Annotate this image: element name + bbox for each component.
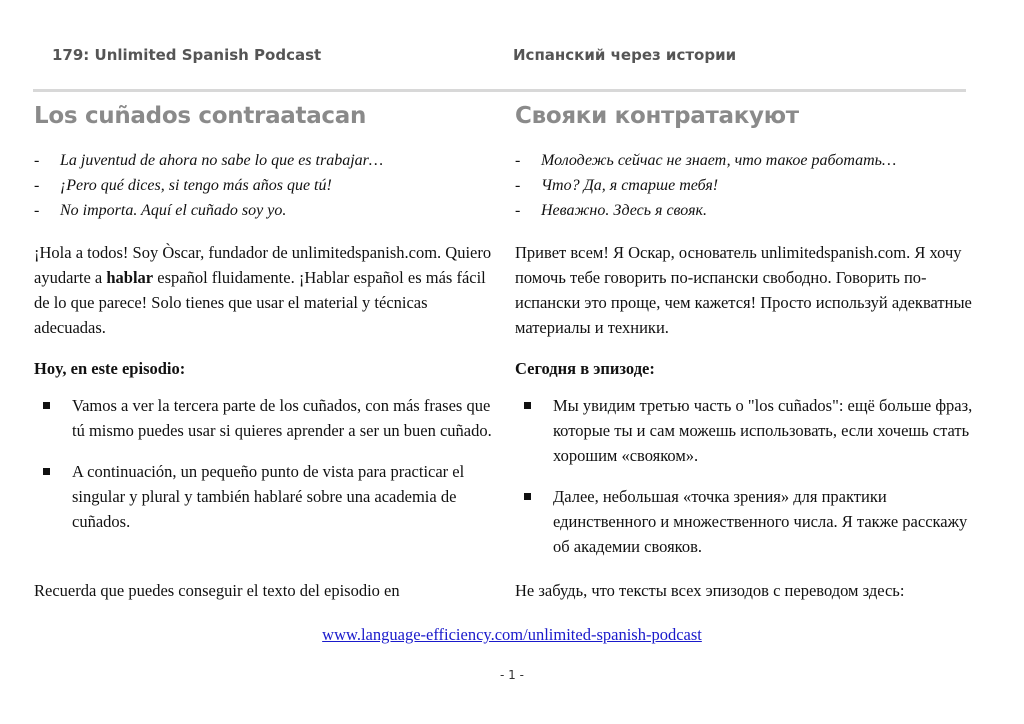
square-bullet-icon	[43, 402, 50, 409]
square-bullet-icon	[524, 493, 531, 500]
dialog-line: - No importa. Aquí el cuñado soy yo.	[34, 198, 494, 223]
square-bullet-icon	[43, 468, 50, 475]
spanish-episode-title: Los cuñados contraatacan	[34, 103, 367, 129]
dialog-line: - Неважно. Здесь я свояк.	[515, 198, 975, 223]
russian-closing-text: Не забудь, что тексты всех эпизодов с переводом здесь:	[515, 581, 905, 600]
header-podcast-title: 179: Unlimited Spanish Podcast	[52, 46, 322, 64]
bullet-item	[34, 393, 494, 443]
header-divider	[33, 89, 966, 92]
bullet-text: A continuación, un pequeño punto de vista para practicar el singular y plural y también hablaré sobre una academia de cuñados.	[72, 462, 465, 531]
bullet-text: Мы увидим третью часть о "los cuñados": ещё больше фраз, которые ты и сам можешь использовать, если хочешь стать хорошим «свояком».	[553, 396, 973, 465]
page-number: - 1 -	[500, 668, 524, 682]
russian-section-heading: Сегодня в эпизоде:	[515, 359, 655, 378]
square-bullet-icon	[524, 402, 531, 409]
russian-episode-title: Свояки контратакуют	[515, 103, 799, 129]
spanish-bullet-list	[34, 393, 494, 534]
dialog-line: - La juventud de ahora no sabe lo que es trabajar…	[34, 148, 494, 173]
podcast-website-link[interactable]: www.language-efficiency.com/unlimited-spanish-podcast	[322, 625, 702, 644]
spanish-intro	[34, 240, 494, 340]
russian-column	[515, 96, 975, 575]
russian-intro: Привет всем! Я Оскар, основатель unlimitedspanish.com. Я хочу помочь тебе говорить по-испански свободно. Говорить по-испански это проще, чем кажется! Просто используй адекватные материалы и техники.	[515, 243, 972, 337]
intro-bold-word: hablar	[106, 268, 154, 287]
spanish-dialog	[34, 148, 494, 223]
dialog-line: - Молодежь сейчас не знает, что такое работать…	[515, 148, 975, 173]
bullet-item	[515, 393, 975, 468]
dialog-line: - Что? Да, я старше тебя!	[515, 173, 975, 198]
spanish-section-heading: Hoy, en este episodio:	[34, 359, 186, 378]
russian-bullet-list	[515, 393, 975, 559]
spanish-column	[34, 96, 494, 550]
header-russian-title: Испанский через истории	[513, 46, 737, 64]
intro-text: español fluidamente. ¡Hablar español es más fácil de lo que parece! Solo tienes que usar el material y técnicas adecuadas.	[34, 268, 486, 337]
bullet-item	[515, 484, 975, 559]
bullet-item	[34, 459, 494, 534]
spanish-closing-text: Recuerda que puedes conseguir el texto del episodio en	[34, 581, 400, 600]
bullet-text: Далее, небольшая «точка зрения» для практики единственного и множественного числа. Я также расскажу об академии свояков.	[553, 487, 968, 556]
intro-text: ¡Hola a todos! Soy Òscar, fundador de unlimitedspanish.com. Quiero ayudarte a	[34, 243, 492, 287]
bullet-text: Vamos a ver la tercera parte de los cuñados, con más frases que tú mismo puedes usar si quieres aprender a ser un buen cuñado.	[72, 396, 492, 440]
russian-dialog	[515, 148, 975, 223]
dialog-line: - ¡Pero qué dices, si tengo más años que tú!	[34, 173, 494, 198]
